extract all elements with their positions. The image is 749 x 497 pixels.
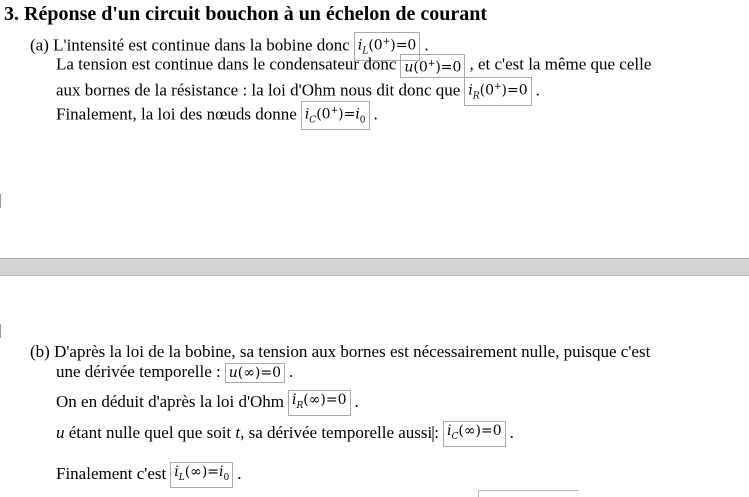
- text-segment: étant nulle quel que soit: [64, 422, 236, 442]
- formula-ic-inf[interactable]: $i_C(\infty)=0$: [443, 421, 506, 447]
- punct: .: [424, 35, 429, 55]
- part-b-line-1: [30, 342, 650, 362]
- punct: .: [289, 362, 294, 381]
- text-segment: aux bornes de la résistance : la loi d'Ohm nous dit donc que: [56, 80, 461, 100]
- text-segment: , sa dérivée temporelle aussi: [240, 422, 433, 442]
- text-segment: , et c'est la même que celle: [469, 54, 652, 74]
- page-bottom: [0, 276, 749, 496]
- text-segment: une dérivée temporelle :: [56, 362, 221, 381]
- formula-il-0[interactable]: $i_L(0^+)=0$: [354, 32, 421, 61]
- margin-mark: [0, 194, 5, 208]
- var-u: u: [56, 422, 65, 442]
- formula-u-inf[interactable]: u(∞)=0: [225, 363, 285, 383]
- part-b-label: (b) D'après la loi de la bobine, sa tension aux bornes est nécessairement nulle, puisque c'est: [30, 342, 651, 361]
- section-heading: 3. Réponse d'un circuit bouchon à un échelon de courant: [4, 3, 488, 25]
- part-b-line-5: [56, 462, 242, 488]
- text-segment: :: [434, 422, 439, 442]
- punct: .: [373, 104, 378, 124]
- punct: .: [237, 463, 242, 483]
- margin-mark: [0, 324, 5, 338]
- part-a-label: (a) L'intensité est continue dans la bobine donc: [30, 35, 350, 55]
- text-segment: On en déduit d'après la loi d'Ohm: [56, 391, 285, 411]
- formula-ic-0[interactable]: $i_C(0^+)=i_0$: [301, 101, 370, 130]
- part-a-line-4: [56, 101, 378, 130]
- punct: .: [354, 391, 359, 411]
- page-separator: [0, 258, 749, 276]
- part-b-line-3: [56, 390, 359, 416]
- formula-u-0[interactable]: u(0+)=0: [400, 54, 465, 78]
- var-t: t: [235, 422, 241, 442]
- part-b-line-2: [56, 362, 293, 383]
- text-segment: Finalement c'est: [56, 463, 167, 483]
- text-segment: La tension est continue dans le condensateur donc: [56, 54, 397, 74]
- punct: .: [509, 422, 514, 442]
- part-b-line-4: [56, 421, 514, 447]
- formula-il-inf[interactable]: $i_L(\infty)=i_0$: [170, 462, 233, 488]
- text-segment: Finalement, la loi des nœuds donne: [56, 104, 297, 124]
- formula-ir-0[interactable]: $i_R(0^+)=0$: [464, 77, 531, 106]
- formula-ir-inf[interactable]: $i_R(\infty)=0$: [288, 390, 351, 416]
- part-a-line-2: [56, 54, 651, 78]
- punct: .: [535, 80, 540, 100]
